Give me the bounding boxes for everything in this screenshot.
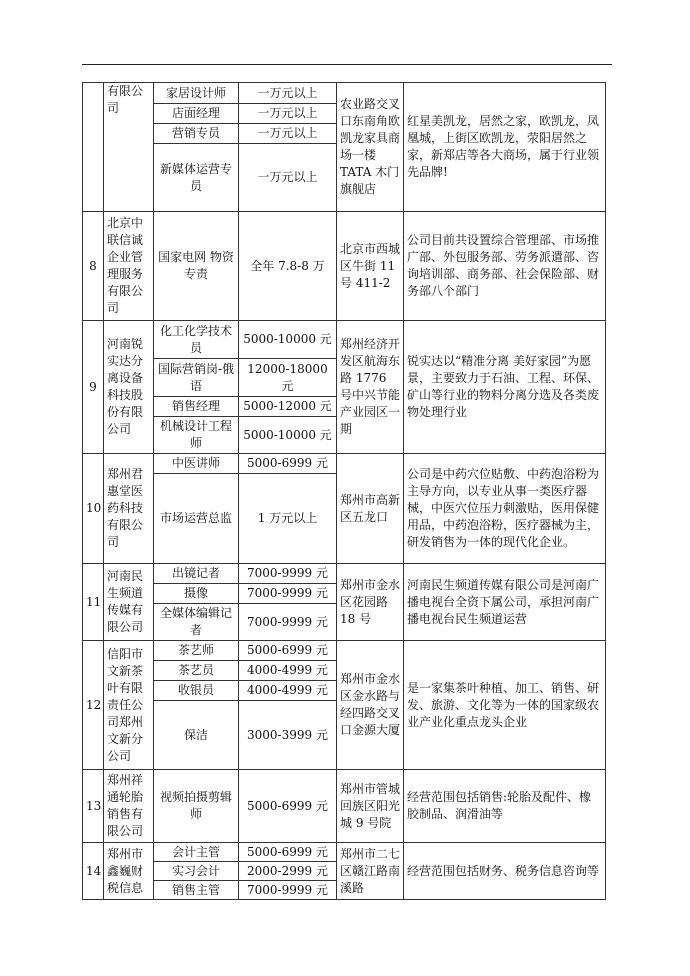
job-listing-table bbox=[82, 82, 606, 900]
description-cell: 锐实达以“精准分离 美好家园”为愿景，主要致力于石油、工程、环保、矿山等行业的物料分离分选及各类废物处理行业 bbox=[404, 321, 606, 454]
position-cell: 收银员 bbox=[154, 681, 239, 701]
position-cell: 茶艺师 bbox=[154, 641, 239, 661]
address-cell: 郑州市金水区花园路 18 号 bbox=[337, 564, 404, 641]
company-number: 10 bbox=[83, 454, 104, 564]
salary-cell: 一万元以上 bbox=[239, 144, 337, 212]
salary-cell: 一万元以上 bbox=[239, 104, 337, 124]
salary-cell: 5000-6999 元 bbox=[239, 454, 337, 474]
salary-cell: 5000-12000 元 bbox=[239, 397, 337, 417]
salary-cell: 1 万元以上 bbox=[239, 474, 337, 564]
company-name: 北京中联信诚企业管理服务有限公司 bbox=[104, 212, 154, 321]
salary-cell: 7000-9999 元 bbox=[239, 564, 337, 584]
company-number: 9 bbox=[83, 321, 104, 454]
position-cell: 销售经理 bbox=[154, 397, 239, 417]
position-cell: 营销专员 bbox=[154, 124, 239, 144]
salary-cell: 5000-10000 元 bbox=[239, 417, 337, 454]
position-cell: 化工化学技术员 bbox=[154, 321, 239, 359]
company-name: 信阳市文新茶叶有限责任公司郑州文新分公司 bbox=[104, 641, 154, 770]
header-rule bbox=[82, 64, 612, 65]
table-row bbox=[83, 212, 606, 321]
table-row bbox=[83, 641, 606, 661]
position-cell: 机械设计工程师 bbox=[154, 417, 239, 454]
address-cell: 郑州市二七区赣江路南溪路 bbox=[337, 843, 404, 900]
salary-cell: 5000-6999 元 bbox=[239, 641, 337, 661]
salary-cell: 7000-9999 元 bbox=[239, 584, 337, 604]
company-name: 河南锐实达分离设备科技股份有限公司 bbox=[104, 321, 154, 454]
description-cell: 公司是中药穴位贴敷、中药泡浴粉为主导方向，以专业从事一类医疗器械，中医穴位压力刺激贴，医用保健用品，中药泡浴粉，医疗器械为主，研发销售为一体的现代化企业。 bbox=[404, 454, 606, 564]
salary-cell: 7000-9999 元 bbox=[239, 881, 337, 900]
position-cell: 市场运营总监 bbox=[154, 474, 239, 564]
salary-cell: 5000-10000 元 bbox=[239, 321, 337, 359]
company-name: 郑州君惠堂医药科技有限公司 bbox=[104, 454, 154, 564]
table-row bbox=[83, 321, 606, 359]
address-cell: 郑州经济开发区航海东路 1776 号中兴节能产业园区一期 bbox=[337, 321, 404, 454]
position-cell: 家居设计师 bbox=[154, 83, 239, 104]
salary-cell: 4000-4999 元 bbox=[239, 681, 337, 701]
salary-cell: 一万元以上 bbox=[239, 83, 337, 104]
company-number: 12 bbox=[83, 641, 104, 770]
table-row bbox=[83, 454, 606, 474]
position-cell: 全媒体编辑记者 bbox=[154, 604, 239, 641]
table-row bbox=[83, 770, 606, 843]
salary-cell: 2000-2999 元 bbox=[239, 862, 337, 881]
description-cell: 经营范围包括财务、税务信息咨询等 bbox=[404, 843, 606, 900]
salary-cell: 4000-4999 元 bbox=[239, 661, 337, 681]
table-row bbox=[83, 83, 606, 104]
salary-cell: 7000-9999 元 bbox=[239, 604, 337, 641]
address-cell: 北京市西城区牛街 11 号 411-2 bbox=[337, 212, 404, 321]
company-name: 郑州祥通轮胎销售有限公司 bbox=[104, 770, 154, 843]
position-cell: 视频拍摄剪辑师 bbox=[154, 770, 239, 843]
description-cell: 是一家集茶叶种植、加工、销售、研发、旅游、文化等为一体的国家级农业产业化重点龙头企业 bbox=[404, 641, 606, 770]
address-cell: 农业路交叉口东南角欧凯龙家具商场一楼 TATA 木门旗舰店 bbox=[337, 83, 404, 212]
position-cell: 茶艺员 bbox=[154, 661, 239, 681]
position-cell: 摄像 bbox=[154, 584, 239, 604]
position-cell: 国际营销岗-俄语 bbox=[154, 359, 239, 397]
position-cell: 销售主管 bbox=[154, 881, 239, 900]
position-cell: 新媒体运营专员 bbox=[154, 144, 239, 212]
address-cell: 郑州市金水区金水路与经四路交叉口金源大厦 bbox=[337, 641, 404, 770]
position-cell: 店面经理 bbox=[154, 104, 239, 124]
table-row bbox=[83, 564, 606, 584]
company-number: 14 bbox=[83, 843, 104, 900]
company-number: 11 bbox=[83, 564, 104, 641]
salary-cell: 12000-18000 元 bbox=[239, 359, 337, 397]
company-name: 郑州市鑫巍财税信息 bbox=[104, 843, 154, 900]
company-number bbox=[83, 83, 104, 212]
company-number: 8 bbox=[83, 212, 104, 321]
description-cell: 红星美凯龙，居然之家，欧凯龙，凤凰城，上街区欧凯龙，荥阳居然之家，新郑店等各大商场，属于行业领先品牌! bbox=[404, 83, 606, 212]
description-cell: 公司目前共设置综合管理部、市场推广部、外包服务部、劳务派遣部、咨询培训部、商务部、社会保险部、财务部八个部门 bbox=[404, 212, 606, 321]
salary-cell: 5000-6999 元 bbox=[239, 770, 337, 843]
position-cell: 会计主管 bbox=[154, 843, 239, 862]
description-cell: 经营范围包括销售:轮胎及配件、橡胶制品、润滑油等 bbox=[404, 770, 606, 843]
address-cell: 郑州市管城回族区阳光城 9 号院 bbox=[337, 770, 404, 843]
salary-cell: 一万元以上 bbox=[239, 124, 337, 144]
salary-cell: 全年 7.8-8 万 bbox=[239, 212, 337, 321]
position-cell: 出镜记者 bbox=[154, 564, 239, 584]
address-cell: 郑州市高新区五龙口 bbox=[337, 454, 404, 564]
position-cell: 中医讲师 bbox=[154, 454, 239, 474]
description-cell: 河南民生频道传媒有限公司是河南广播电视台全资下属公司，承担河南广播电视台民生频道运营 bbox=[404, 564, 606, 641]
table-row bbox=[83, 843, 606, 862]
company-number: 13 bbox=[83, 770, 104, 843]
position-cell: 保洁 bbox=[154, 701, 239, 770]
position-cell: 实习会计 bbox=[154, 862, 239, 881]
position-cell: 国家电网 物资专责 bbox=[154, 212, 239, 321]
salary-cell: 3000-3999 元 bbox=[239, 701, 337, 770]
company-name: 有限公司 bbox=[104, 83, 154, 212]
salary-cell: 5000-6999 元 bbox=[239, 843, 337, 862]
company-name: 河南民生频道传媒有限公司 bbox=[104, 564, 154, 641]
